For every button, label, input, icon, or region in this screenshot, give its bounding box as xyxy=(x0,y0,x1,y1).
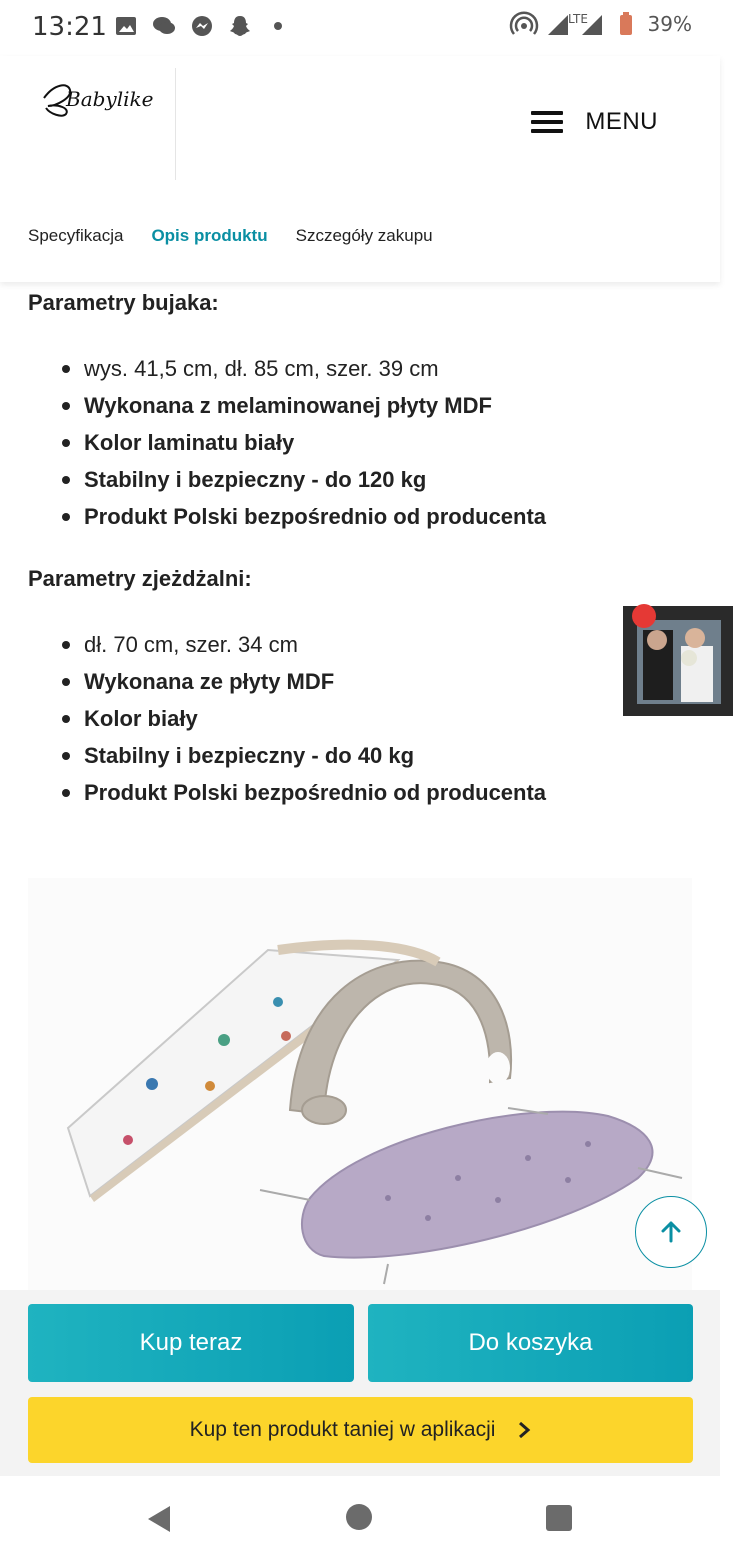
notification-badge xyxy=(632,604,656,628)
list-item: dł. 70 cm, szer. 34 cm xyxy=(28,626,546,663)
tab-opis-produktu[interactable]: Opis produktu xyxy=(151,226,268,245)
list-item: wys. 41,5 cm, dł. 85 cm, szer. 39 cm xyxy=(28,350,546,387)
chat-icon xyxy=(152,14,176,38)
slide-params-list xyxy=(28,626,546,811)
list-item: Stabilny i bezpieczny - do 40 kg xyxy=(28,737,546,774)
section-title-slide: Parametry zjeżdżalni: xyxy=(28,566,252,591)
product-image[interactable] xyxy=(28,878,692,1290)
app-offer-label: Kup ten produkt taniej w aplikacji xyxy=(189,1418,496,1441)
dot-icon xyxy=(266,14,290,38)
gallery-icon xyxy=(114,14,138,38)
list-item: Produkt Polski bezpośrednio od producenta xyxy=(28,774,546,811)
battery-icon xyxy=(614,12,638,36)
hamburger-icon xyxy=(531,111,563,133)
chevron-right-icon xyxy=(517,1421,531,1439)
brand-logo[interactable] xyxy=(40,76,154,127)
back-icon[interactable] xyxy=(146,1504,172,1539)
svg-text:Babylike: Babylike xyxy=(66,87,154,111)
list-item: Kolor biały xyxy=(28,700,546,737)
add-to-cart-button[interactable]: Do koszyka xyxy=(368,1304,693,1382)
product-tabs xyxy=(28,226,433,246)
header-divider xyxy=(175,68,176,180)
list-item: Produkt Polski bezpośrednio od producenta xyxy=(28,498,546,535)
buy-now-button[interactable]: Kup teraz xyxy=(28,1304,354,1382)
snapchat-icon xyxy=(228,14,252,38)
menu-label: MENU xyxy=(585,108,658,135)
section-title-rocker: Parametry bujaka: xyxy=(28,290,219,315)
tab-specyfikacja[interactable]: Specyfikacja xyxy=(28,226,124,245)
home-icon[interactable] xyxy=(346,1504,372,1530)
svg-text:LTE: LTE xyxy=(567,12,588,26)
rocker-params-list xyxy=(28,350,546,535)
list-item: Wykonana z melaminowanej płyty MDF xyxy=(28,387,546,424)
messenger-icon xyxy=(190,14,214,38)
arrow-up-icon xyxy=(658,1219,684,1245)
menu-button[interactable] xyxy=(531,108,658,136)
hotspot-icon xyxy=(512,12,536,36)
battery-percent: 39% xyxy=(647,12,692,36)
site-header xyxy=(0,56,720,282)
list-item: Kolor laminatu biały xyxy=(28,424,546,461)
recent-apps-icon[interactable] xyxy=(546,1505,572,1531)
tab-szczegoly-zakupu[interactable]: Szczegóły zakupu xyxy=(295,226,433,245)
status-bar xyxy=(0,0,720,56)
app-offer-button[interactable] xyxy=(28,1397,693,1463)
list-item: Stabilny i bezpieczny - do 120 kg xyxy=(28,461,546,498)
list-item: Wykonana ze płyty MDF xyxy=(28,663,546,700)
signal-icon xyxy=(546,12,604,36)
scroll-to-top-button[interactable] xyxy=(635,1196,707,1268)
status-time: 13:21 xyxy=(32,12,107,42)
